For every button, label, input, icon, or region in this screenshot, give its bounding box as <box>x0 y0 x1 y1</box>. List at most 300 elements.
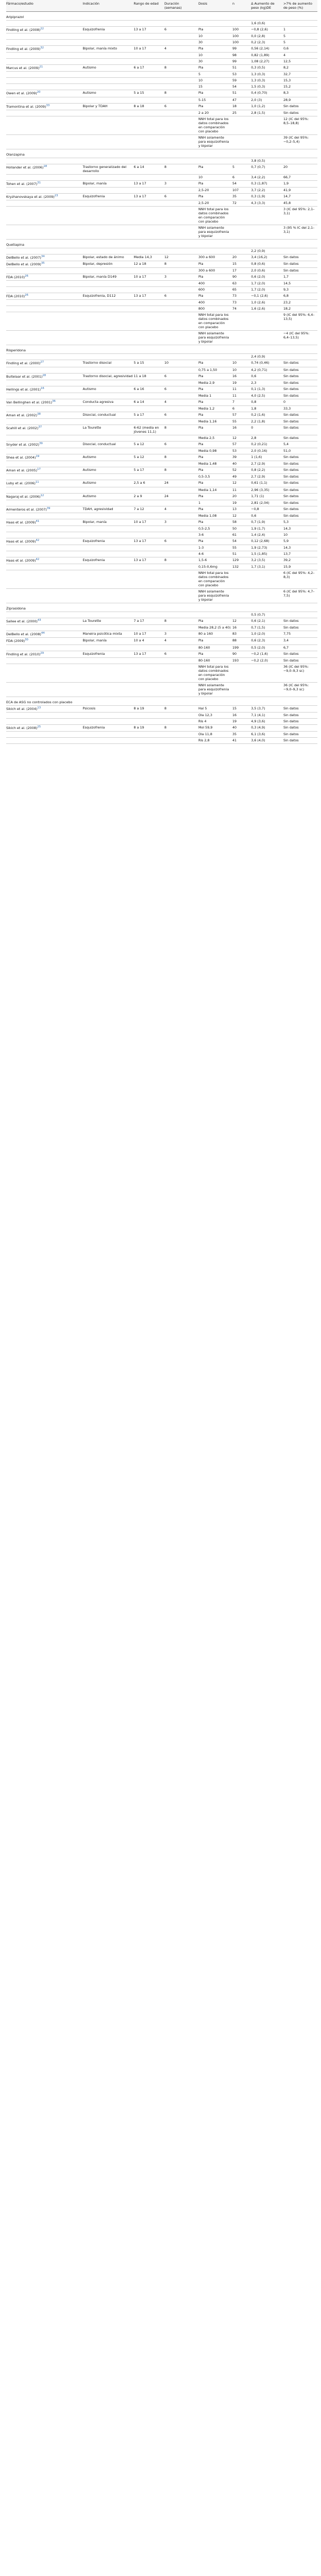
cell-text: 33,3 <box>283 406 291 411</box>
table-row <box>6 493 317 500</box>
table-cell <box>164 419 198 425</box>
table-cell <box>232 174 251 180</box>
section-label: Aripiprazol <box>6 12 317 21</box>
table-cell <box>198 631 232 638</box>
table-cell <box>83 90 134 97</box>
cell-text: 400 <box>198 300 205 305</box>
cell-text: 1,9 (1,7) <box>251 526 265 531</box>
table-cell <box>198 425 232 435</box>
cell-text: 36 (IC del 95%: −9,0–9,3 sc) <box>283 683 309 691</box>
table-cell <box>251 331 283 345</box>
table-cell <box>164 399 198 405</box>
cell-text: TDAH, agresividad <box>82 506 113 511</box>
table-cell <box>164 682 198 697</box>
table-cell <box>164 72 201 78</box>
table-row <box>6 737 317 743</box>
table-cell <box>251 448 283 454</box>
table-cell <box>198 33 232 40</box>
cell-text: Pla <box>198 65 204 70</box>
cell-text: 6 <box>164 294 167 298</box>
cell-text: Sin datos <box>283 706 299 710</box>
table-cell <box>164 480 198 487</box>
cell-text: 3 <box>164 632 167 636</box>
cell-text: Sin datos <box>283 393 299 398</box>
cell-text: 32,7 <box>283 72 291 77</box>
cell-text: 19 <box>232 380 237 385</box>
table-cell <box>232 737 251 743</box>
table-cell <box>198 164 235 174</box>
table-cell <box>134 254 164 261</box>
cell-text: 13 a 17 <box>133 651 146 656</box>
table-cell <box>83 393 134 399</box>
weight-gain-table <box>6 0 317 744</box>
citation-link[interactable]: 23 <box>54 194 58 197</box>
cell-text: Disocial, conductual <box>82 442 116 446</box>
table-row <box>6 53 317 59</box>
section-row <box>6 603 317 612</box>
cell-text: Esquizofrenia <box>82 725 105 730</box>
table-cell <box>283 412 317 418</box>
table-cell <box>251 90 283 97</box>
table-cell <box>134 40 164 46</box>
table-cell <box>251 164 283 174</box>
cell-text: Media 2,5 <box>198 436 215 440</box>
table-row <box>6 651 317 657</box>
table-cell <box>283 164 317 174</box>
table-cell <box>251 306 283 312</box>
table-cell <box>6 435 83 442</box>
table-cell <box>83 612 134 618</box>
citation-link[interactable]: 16 <box>41 386 44 390</box>
cell-text: Sin datos <box>283 487 299 492</box>
table-cell <box>283 312 317 331</box>
table-row <box>6 564 317 570</box>
table-cell <box>283 557 317 564</box>
table-cell <box>198 90 232 97</box>
cell-text: 13 a 17 <box>133 538 146 543</box>
table-cell <box>283 467 317 474</box>
table-cell <box>83 724 134 731</box>
table-row <box>6 180 317 187</box>
table-cell <box>251 625 283 631</box>
cell-text: Sin datos <box>283 361 299 365</box>
table-row <box>6 354 317 360</box>
cell-text: 3 (IC del 95%: 2,1–3,1) <box>283 207 315 215</box>
table-cell <box>6 134 83 149</box>
table-cell <box>164 405 198 412</box>
cell-text: Esquizofrenia <box>82 558 105 562</box>
table-cell <box>232 200 251 206</box>
cell-text: Ris 2,8 <box>198 738 210 742</box>
cell-text: 13,7 <box>283 552 291 556</box>
table-cell <box>232 103 251 110</box>
table-cell <box>283 651 317 657</box>
citation-link[interactable]: 31 <box>37 181 41 184</box>
cell-text: 3,6 (4,0) <box>251 738 265 742</box>
table-cell <box>134 174 164 180</box>
table-cell <box>283 27 317 33</box>
table-cell <box>83 545 134 551</box>
section-row <box>6 697 317 705</box>
citation-link[interactable]: 29 <box>40 651 44 655</box>
table-cell <box>134 110 164 116</box>
cell-text: Esquizofrenia <box>82 651 105 656</box>
table-cell <box>134 664 164 682</box>
table-cell <box>83 538 134 545</box>
table-cell <box>6 97 83 103</box>
table-cell <box>83 513 134 519</box>
table-row <box>6 513 317 519</box>
table-cell <box>251 557 283 564</box>
cell-text: Maneira psicótica mixta <box>82 632 122 636</box>
table-cell <box>251 72 283 78</box>
cell-text: 10 <box>283 532 288 537</box>
table-cell <box>6 412 83 418</box>
cell-text: Sin datos <box>283 419 299 423</box>
citation-link[interactable]: 25 <box>37 725 41 728</box>
citation-link[interactable]: 36 <box>52 399 56 403</box>
cell-text: 1,3 (0,3) <box>251 72 265 77</box>
cell-text: Trastorno disocial, agresividad <box>82 374 133 378</box>
table-cell <box>283 65 317 72</box>
cell-text: 6 a 17 <box>133 65 144 70</box>
cell-text: −0,8 <box>251 506 259 511</box>
cell-text: Bipolar, depresión <box>82 262 113 266</box>
cell-text: 8 <box>164 164 167 169</box>
citation-link[interactable]: 27 <box>40 361 44 364</box>
cell-text: Pla <box>198 494 204 498</box>
table-cell <box>134 187 164 193</box>
table-cell <box>251 248 283 254</box>
table-cell <box>283 425 317 435</box>
table-cell <box>251 682 283 697</box>
cell-text: 6 <box>164 104 167 108</box>
citation-link[interactable]: 38 <box>37 412 41 416</box>
citation-link[interactable]: 34 <box>41 255 45 258</box>
cell-text: 16 <box>232 625 237 630</box>
table-cell <box>6 718 83 724</box>
cell-text: 80 a 160 <box>198 632 213 636</box>
cell-text: 800 <box>198 307 205 311</box>
table-cell <box>6 538 83 545</box>
table-cell <box>198 712 232 718</box>
cell-text: 132 <box>232 565 239 569</box>
table-cell <box>6 180 83 187</box>
table-cell <box>251 312 283 331</box>
citation-link[interactable]: 22 <box>40 27 44 30</box>
table-cell <box>198 435 232 442</box>
table-cell <box>283 367 317 373</box>
cell-text: 50 <box>232 526 237 531</box>
table-cell <box>6 682 83 697</box>
citation-link[interactable]: 41 <box>36 519 40 523</box>
cell-text: 10 a 17 <box>133 632 146 636</box>
citation-link[interactable]: 20 <box>37 91 41 94</box>
cell-text: Disocial, conductual <box>82 412 116 417</box>
cell-text: 0,5-3,5 <box>198 474 210 479</box>
table-cell <box>164 570 198 589</box>
citation-link[interactable]: 44 <box>41 632 45 635</box>
citation-link[interactable]: 17 <box>37 468 41 471</box>
table-cell <box>198 187 232 193</box>
table-cell <box>6 287 83 293</box>
table-row <box>6 274 317 281</box>
citation-link[interactable]: 42 <box>36 538 40 542</box>
cell-text: Sin datos <box>283 713 299 717</box>
table-cell <box>134 72 164 78</box>
cell-text: Conducta agresiva <box>82 399 114 404</box>
table-cell <box>198 200 232 206</box>
cell-text: Bipolar, manía <box>82 519 107 524</box>
cell-text: Esquizofrenia, D112 <box>82 294 116 298</box>
cell-text: 83 <box>232 632 237 636</box>
citation-link[interactable]: 33 <box>46 104 50 107</box>
table-cell <box>134 225 164 239</box>
table-cell <box>283 386 317 393</box>
cell-text: Pla <box>198 538 204 543</box>
table-cell <box>134 287 164 293</box>
cell-text: Pla <box>198 506 204 511</box>
table-cell <box>251 551 283 557</box>
cell-text: 51 <box>232 91 237 95</box>
table-cell <box>164 164 198 174</box>
table-cell <box>283 354 317 360</box>
table-cell <box>83 331 134 345</box>
cell-text: 2,8 <box>251 436 257 440</box>
table-cell <box>251 487 283 493</box>
table-cell <box>198 731 232 737</box>
table-row <box>6 705 317 712</box>
cell-text: Media 1,08 <box>198 513 217 518</box>
table-cell <box>6 664 83 682</box>
cell-text: DelBello et al. (2009) <box>6 262 41 267</box>
cell-text: 6 <box>164 27 167 31</box>
cell-text: 55 <box>232 419 237 423</box>
cell-text: 4 <box>164 506 167 511</box>
cell-text: Sallee et al. (2000) <box>6 619 38 624</box>
cell-text: Esquizofrenia <box>82 538 105 543</box>
table-cell <box>6 461 83 467</box>
cell-text: 0 <box>251 426 254 430</box>
table-cell <box>283 373 317 380</box>
table-cell <box>283 84 317 90</box>
citation-link[interactable]: 18 <box>43 164 47 168</box>
table-cell <box>232 21 251 27</box>
table-cell <box>198 193 232 200</box>
table-cell <box>198 40 232 46</box>
citation-link[interactable]: 42 <box>36 558 40 561</box>
table-cell <box>164 500 201 506</box>
cell-text: 6 <box>164 386 167 391</box>
citation-link[interactable]: 26 <box>25 275 28 278</box>
table-cell <box>251 386 283 393</box>
table-cell <box>251 21 283 27</box>
cell-text: 3-6 <box>198 532 204 537</box>
table-cell <box>283 293 317 300</box>
cell-text: 4 <box>283 53 286 58</box>
table-cell <box>83 631 134 638</box>
cell-text: 1 <box>198 500 201 505</box>
table-row <box>6 164 317 174</box>
table-cell <box>251 712 283 718</box>
cell-text: Pla <box>198 361 204 365</box>
cell-text: 13 a 17 <box>133 181 146 185</box>
cell-text: 1,08 (2,27) <box>251 59 269 64</box>
cell-text: 8 a 19 <box>133 706 144 710</box>
table-cell <box>251 442 283 448</box>
table-cell <box>6 487 83 493</box>
cell-text: 6 (IC del 95%: 4,2–8,3) <box>283 571 315 580</box>
cell-text: 1,6 (2,6) <box>251 307 265 311</box>
table-cell <box>164 506 198 513</box>
table-cell <box>164 612 198 618</box>
citation-link[interactable]: 13 <box>37 706 41 709</box>
table-cell <box>6 261 83 268</box>
column-header: Fármaco/estudio <box>6 0 83 12</box>
citation-link[interactable]: 39 <box>39 442 43 445</box>
citation-link[interactable]: 12 <box>40 494 44 497</box>
cell-text: 5 a 17 <box>133 468 144 472</box>
table-row <box>6 187 317 193</box>
table-cell <box>232 570 251 589</box>
table-cell <box>134 718 164 724</box>
citation-link[interactable]: 30 <box>25 638 28 642</box>
table-cell <box>164 631 198 638</box>
cell-text: 51 <box>232 65 237 70</box>
table-row <box>6 33 317 40</box>
cell-text: Pla <box>198 27 204 31</box>
table-cell <box>198 625 232 631</box>
cell-text: 5 a 15 <box>133 361 144 365</box>
cell-text: 10 <box>198 34 203 39</box>
table-cell <box>6 731 83 737</box>
cell-text: 24 <box>164 481 169 485</box>
cell-text: Shea et al. (2004) <box>6 455 36 460</box>
cell-text: 2,3 <box>251 380 257 385</box>
citation-link[interactable]: 32 <box>40 46 44 50</box>
citation-link[interactable]: 11 <box>35 481 39 484</box>
section-label: ECA de ASG no controlados con placebo <box>6 697 317 705</box>
cell-text: Pla <box>198 181 204 185</box>
cell-text: 0,8 <box>251 399 257 404</box>
table-cell <box>232 261 251 268</box>
cell-text: Sin datos <box>283 455 299 460</box>
table-row <box>6 46 317 53</box>
cell-text: 0,12 (2,68) <box>251 538 269 543</box>
table-cell <box>6 618 83 625</box>
table-cell <box>6 737 83 743</box>
table-cell <box>283 589 317 603</box>
table-cell <box>251 570 283 589</box>
citation-link[interactable]: 35 <box>41 262 45 265</box>
table-cell <box>164 97 198 103</box>
table-cell <box>83 21 134 27</box>
table-cell <box>83 354 134 360</box>
table-cell <box>198 46 232 53</box>
cell-text: 53 <box>232 449 237 453</box>
cell-text: 20 <box>283 164 288 169</box>
cell-text: 53 <box>232 72 237 77</box>
cell-text: 40 <box>232 462 237 466</box>
table-row <box>6 405 317 412</box>
citation-link[interactable]: 39 <box>46 506 50 510</box>
citation-link[interactable]: 43 <box>37 619 41 622</box>
table-cell <box>164 331 198 345</box>
table-cell <box>198 268 232 274</box>
table-cell <box>83 274 134 281</box>
table-cell <box>83 500 134 506</box>
cell-text: 12 a 18 <box>133 262 146 266</box>
table-cell <box>133 651 167 657</box>
table-cell <box>232 638 251 645</box>
table-cell <box>198 59 232 65</box>
table-cell <box>198 467 232 474</box>
citation-link[interactable]: 19 <box>36 455 40 459</box>
table-cell <box>134 354 164 360</box>
cell-text: 6 <box>164 374 167 378</box>
table-cell <box>6 21 83 27</box>
table-cell <box>232 110 251 116</box>
table-row <box>6 174 317 180</box>
citation-link[interactable]: 28 <box>42 374 46 377</box>
cell-text: 16 <box>232 426 237 430</box>
table-cell <box>83 454 134 461</box>
table-cell <box>83 78 134 84</box>
table-cell <box>198 638 232 645</box>
table-cell <box>251 110 283 116</box>
cell-text: Psicosis <box>82 706 96 710</box>
table-cell <box>164 664 198 682</box>
table-cell <box>6 724 83 731</box>
cell-text: NNH total para los datos combinados en comparación con placebo <box>198 664 229 681</box>
table-cell <box>198 442 232 448</box>
table-cell <box>164 248 198 254</box>
table-cell <box>134 331 164 345</box>
cell-text: Owen et al. (2009) <box>6 91 37 96</box>
cell-text: 55 <box>232 546 237 550</box>
table-cell <box>6 33 83 40</box>
cell-text: 30 <box>198 40 203 45</box>
table-row <box>6 116 317 134</box>
table-row <box>6 386 317 393</box>
table-cell <box>232 651 251 657</box>
table-cell <box>198 65 232 72</box>
table-cell <box>164 645 198 651</box>
cell-text: 12 <box>232 513 237 518</box>
citation-link[interactable]: 37 <box>38 426 42 429</box>
table-cell <box>164 487 198 493</box>
table-cell <box>6 373 83 380</box>
table-cell <box>198 657 232 664</box>
cell-text: 10 <box>198 175 203 179</box>
table-cell <box>283 682 317 697</box>
table-cell <box>198 545 232 551</box>
table-cell <box>251 480 283 487</box>
cell-text: 0,5 (2,0) <box>251 645 265 650</box>
citation-link[interactable]: 21 <box>39 65 43 69</box>
cell-text: Sin datos <box>283 738 299 742</box>
table-cell <box>198 474 232 480</box>
cell-text: 0,3 (1,87) <box>251 181 267 185</box>
table-cell <box>164 373 198 380</box>
cell-text: 15 <box>232 262 237 266</box>
citation-link[interactable]: 26 <box>25 294 28 297</box>
table-cell <box>198 97 232 103</box>
table-cell <box>164 187 198 193</box>
table-cell <box>6 116 83 134</box>
table-cell <box>232 65 251 72</box>
table-cell <box>198 21 232 27</box>
